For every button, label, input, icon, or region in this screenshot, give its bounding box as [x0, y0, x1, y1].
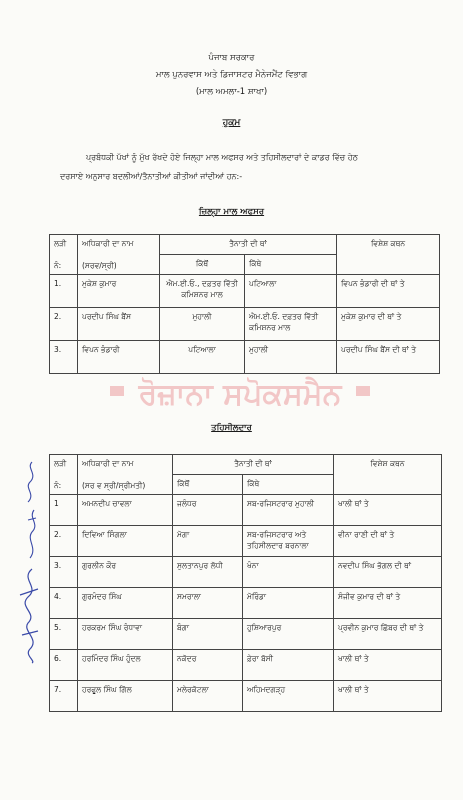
col-to: ਕਿੱਥੇ	[245, 255, 337, 275]
cell-name: ਅਮਨਦੀਪ ਚਾਵਲਾ	[78, 495, 173, 526]
col-name: ਅਧਿਕਾਰੀ ਦਾ ਨਾਮ (ਸਰਵ/ਸ੍ਰੀ)	[78, 235, 160, 275]
cell-name: ਵਿਪਨ ਭੰਡਾਰੀ	[78, 341, 160, 374]
cell-to: ਖੰਨਾ	[243, 557, 334, 588]
cell-remarks: ਖਾਲੀ ਥਾਂ ਤੇ	[334, 650, 442, 681]
cell-name: ਹਰਫੂਲ ਸਿੰਘ ਗਿੱਲ	[78, 681, 173, 712]
col-sno: ਲੜੀ ਨੰ:	[50, 455, 78, 495]
cell-from: ਮਲੇਰਕੋਟਲਾ	[173, 681, 243, 712]
table-row	[50, 557, 442, 588]
cell-from: ਨਕੋਦਰ	[173, 650, 243, 681]
table-row	[50, 341, 440, 374]
cell-sno: 6.	[50, 650, 78, 681]
margin-signature	[14, 565, 48, 665]
col-sno: ਲੜੀ ਨੰ:	[50, 235, 78, 275]
cell-sno: 1.	[50, 275, 78, 308]
watermark-dash-left	[110, 386, 124, 396]
cell-remarks: ਨਵਦੀਪ ਸਿੰਘ ਭੋਗਲ ਦੀ ਥਾਂ	[334, 557, 442, 588]
col-from: ਕਿੱਥੋਂ	[173, 475, 243, 495]
cell-from: ਜਲੰਧਰ	[173, 495, 243, 526]
cell-to: ਮੁਹਾਲੀ	[245, 341, 337, 374]
cell-name: ਗੁਰਲੀਨ ਕੌਰ	[78, 557, 173, 588]
cell-from: ਪਟਿਆਲਾ	[160, 341, 245, 374]
cell-remarks: ਖਾਲੀ ਥਾਂ ਤੇ	[334, 681, 442, 712]
table-row	[50, 681, 442, 712]
intro-line-1: ਪ੍ਰਬੰਧਕੀ ਪੱਖਾਂ ਨੂੰ ਮੁੱਖ ਰੱਖਦੇ ਹੋਏ ਜਿਲ੍ਹਾ ਮਾਲ ਅਫਸਰ ਅਤੇ ਤਹਿਸੀਲਦਾਰਾਂ ਦੇ ਕਾਡਰ ਵਿੱਚ ਹੇਠ	[86, 153, 358, 162]
cell-sno: 7.	[50, 681, 78, 712]
table-row	[50, 650, 442, 681]
watermark-text: ਰੋਜ਼ਾਨਾ ਸਪੋਕਸਮੈਨ	[138, 377, 342, 412]
col-remarks: ਵਿਸ਼ੇਸ਼ ਕਥਨ	[334, 455, 442, 495]
col-from: ਕਿੱਥੋਂ	[160, 255, 245, 275]
tehsildar-table-body	[50, 495, 442, 712]
cell-to: ਅਹਿਮਦਗੜ੍ਹ	[243, 681, 334, 712]
cell-remarks: ਪ੍ਰਵੀਨ ਕੁਮਾਰ ਛਿੱਬਰ ਦੀ ਥਾਂ ਤੇ	[334, 619, 442, 650]
col-to: ਕਿੱਥੇ	[243, 475, 334, 495]
table-row	[50, 619, 442, 650]
branch-name: (ਮਾਲ ਅਮਲਾ-1 ਸ਼ਾਖਾ)	[195, 87, 268, 97]
table-row	[50, 588, 442, 619]
cell-from: ਸੁਲਤਾਨਪੁਰ ਲੋਧੀ	[173, 557, 243, 588]
intro-line-2: ਦਰਸਾਏ ਅਨੁਸਾਰ ਬਦਲੀਆਂ/ਤੈਨਾਤੀਆਂ ਕੀਤੀਆਂ ਜਾਂਦੀਆਂ ਹਨ:-	[60, 172, 243, 181]
cell-remarks: ਵਿਪਨ ਭੰਡਾਰੀ ਦੀ ਥਾਂ ਤੇ	[337, 275, 440, 308]
cell-name: ਗੁਰਮੰਦਰ ਸਿੰਘ	[78, 588, 173, 619]
cell-sno: 3.	[50, 341, 78, 374]
cell-sno: 5.	[50, 619, 78, 650]
tehsildar-transfer-table	[49, 454, 442, 712]
cell-from: ਮੋਗਾ	[173, 526, 243, 557]
cell-from: ਮੁਹਾਲੀ	[160, 308, 245, 341]
section2-title: ਤਹਿਸੀਲਦਾਰ	[211, 423, 252, 433]
order-title: ਹੁਕਮ	[222, 118, 241, 128]
col-posting: ਤੈਨਾਤੀ ਦੀ ਥਾਂ	[160, 235, 337, 255]
watermark-dash-right	[356, 386, 370, 396]
cell-to: ਪਟਿਆਲਾ	[245, 275, 337, 308]
cell-remarks: ਮੁਕੇਸ਼ ਕੁਮਾਰ ਦੀ ਥਾਂ ਤੇ	[337, 308, 440, 341]
cell-sno: 3.	[50, 557, 78, 588]
cell-to: ਮੋਰਿੰਡਾ	[243, 588, 334, 619]
margin-handwriting-top	[18, 458, 48, 578]
table-row	[50, 495, 442, 526]
cell-remarks: ਵੀਨਾ ਰਾਣੀ ਦੀ ਥਾਂ ਤੇ	[334, 526, 442, 557]
cell-from: ਸਮਰਾਲਾ	[173, 588, 243, 619]
dro-transfer-table	[49, 234, 440, 374]
cell-sno: 4.	[50, 588, 78, 619]
col-name: ਅਧਿਕਾਰੀ ਦਾ ਨਾਮ (ਸਰ ਵ ਸ੍ਰੀ/ਸ੍ਰੀਮਤੀ)	[78, 455, 173, 495]
cell-sno: 2.	[50, 308, 78, 341]
cell-to: ਸਬ-ਰਜਿਸਟਰਾਰ ਅਤੇ ਤਹਿਸੀਲਦਾਰ ਬਰਨਾਲਾ	[243, 526, 334, 557]
cell-name: ਹਰਮਿੰਦਰ ਸਿੰਘ ਹੁੰਦਲ	[78, 650, 173, 681]
cell-sno: 1	[50, 495, 78, 526]
cell-to: ਫ਼ੇਰਾ ਬੱਸੀ	[243, 650, 334, 681]
cell-name: ਮੁਕੇਸ਼ ਕੁਮਾਰ	[78, 275, 160, 308]
cell-remarks: ਸੰਜੀਵ ਕੁਮਾਰ ਦੀ ਥਾਂ ਤੇ	[334, 588, 442, 619]
table-row	[50, 275, 440, 308]
cell-sno: 2.	[50, 526, 78, 557]
department-name: ਮਾਲ ਪੁਨਰਵਾਸ ਅਤੇ ਡਿਜਾਸਟਰ ਮੈਨੇਜਮੈਂਟ ਵਿਭਾਗ	[155, 70, 308, 80]
cell-remarks: ਪਰਦੀਪ ਸਿੰਘ ਬੈਂਸ ਦੀ ਥਾਂ ਤੇ	[337, 341, 440, 374]
cell-from: ਐਮ.ਈ.ਓ., ਦਫ਼ਤਰ ਵਿੱਤੀ ਕਮਿਸ਼ਨਰ ਮਾਲ	[160, 275, 245, 308]
cell-remarks: ਖਾਲੀ ਥਾਂ ਤੇ	[334, 495, 442, 526]
dro-table-body	[50, 275, 440, 374]
cell-name: ਪਰਦੀਪ ਸਿੰਘ ਬੈਂਸ	[78, 308, 160, 341]
gov-name: ਪੰਜਾਬ ਸਰਕਾਰ	[208, 53, 255, 63]
table-row	[50, 308, 440, 341]
section1-title: ਜ਼ਿਲ੍ਹਾ ਮਾਲ ਅਫਸਰ	[198, 207, 265, 217]
cell-to: ਹੁਸ਼ਿਆਰਪੁਰ	[243, 619, 334, 650]
col-posting: ਤੈਨਾਤੀ ਦੀ ਥਾਂ	[173, 455, 334, 475]
cell-to: ਐਮ.ਈ.ਓ. ਦਫ਼ਤਰ ਵਿੱਤੀ ਕਮਿਸ਼ਨਰ ਮਾਲ	[245, 308, 337, 341]
table-row	[50, 526, 442, 557]
cell-from: ਬੰਗਾ	[173, 619, 243, 650]
cell-name: ਹਰਕਰਮ ਸਿੰਘ ਰੰਧਾਵਾ	[78, 619, 173, 650]
cell-name: ਦਿਵਿਆ ਸਿੰਗਲਾ	[78, 526, 173, 557]
col-remarks: ਵਿਸ਼ੇਸ਼ ਕਥਨ	[337, 235, 440, 275]
cell-to: ਸਬ-ਰਜਿਸਟਰਾਰ ਮੁਹਾਲੀ	[243, 495, 334, 526]
